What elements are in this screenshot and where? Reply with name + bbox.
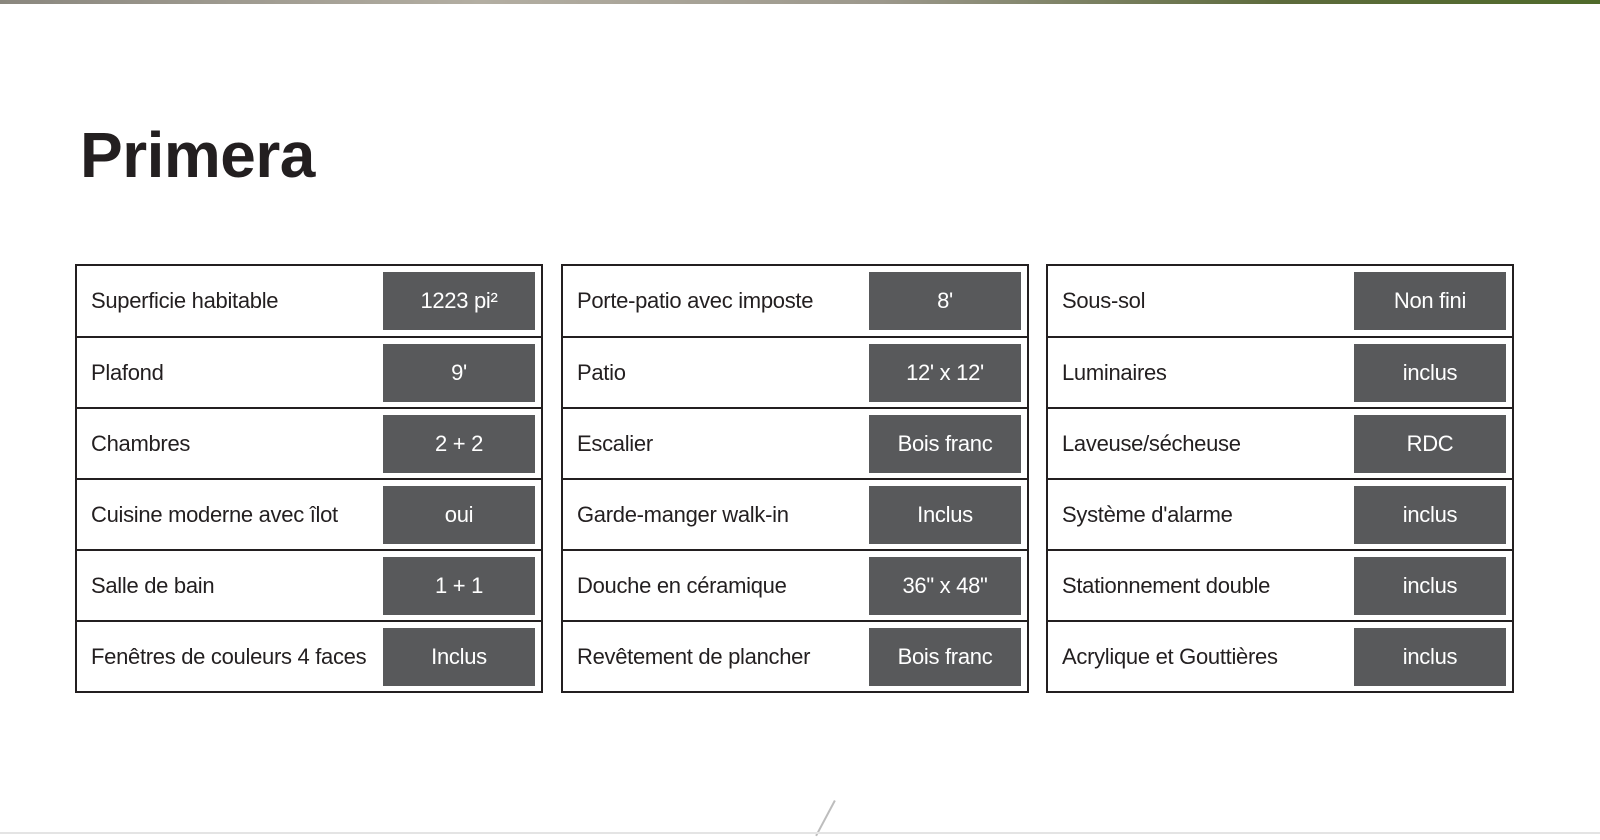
spec-row <box>77 620 541 691</box>
spec-row <box>563 266 1027 336</box>
spec-value: 8' <box>869 272 1021 330</box>
spec-label: Chambres <box>91 430 191 456</box>
spec-row <box>77 266 541 336</box>
spec-value: 1 + 1 <box>383 557 535 615</box>
spec-row <box>1048 478 1512 549</box>
spec-label: Patio <box>577 359 626 385</box>
spec-label: Escalier <box>577 430 653 456</box>
spec-value: inclus <box>1354 628 1506 686</box>
spec-row <box>1048 620 1512 691</box>
spec-row <box>1048 549 1512 620</box>
spec-label: Superficie habitable <box>91 288 279 313</box>
spec-row <box>1048 266 1512 336</box>
spec-table-2 <box>561 264 1029 693</box>
header-image-strip <box>0 0 1600 4</box>
spec-row <box>563 407 1027 478</box>
spec-row <box>1048 407 1512 478</box>
spec-table-3 <box>1046 264 1514 693</box>
spec-value: Inclus <box>383 628 535 686</box>
spec-value: 9' <box>383 344 535 402</box>
spec-label: Douche en céramique <box>577 572 787 598</box>
spec-label: Système d'alarme <box>1062 501 1233 527</box>
spec-row <box>77 478 541 549</box>
spec-row <box>563 549 1027 620</box>
spec-value: 12' x 12' <box>869 344 1021 402</box>
spec-value: 1223 pi² <box>383 272 535 330</box>
spec-table-1 <box>75 264 543 693</box>
spec-label: Salle de bain <box>91 572 215 598</box>
spec-value: inclus <box>1354 557 1506 615</box>
spec-value: Bois franc <box>869 628 1021 686</box>
spec-label: Luminaires <box>1062 359 1167 385</box>
spec-label: Fenêtres de couleurs 4 faces <box>91 643 367 669</box>
spec-value: oui <box>383 486 535 544</box>
spec-label: Cuisine moderne avec îlot <box>91 501 338 527</box>
spec-value: Inclus <box>869 486 1021 544</box>
footer-divider <box>0 832 1600 834</box>
spec-row <box>77 407 541 478</box>
spec-label: Porte-patio avec imposte <box>577 288 814 313</box>
spec-value: Bois franc <box>869 415 1021 473</box>
spec-label: Acrylique et Gouttières <box>1062 643 1278 669</box>
spec-row <box>563 478 1027 549</box>
spec-value: inclus <box>1354 486 1506 544</box>
spec-row <box>563 336 1027 407</box>
page-title: Primera <box>80 119 315 191</box>
decorative-slash <box>815 800 836 836</box>
spec-label: Revêtement de plancher <box>577 643 811 669</box>
spec-row <box>77 336 541 407</box>
spec-value: Non fini <box>1354 272 1506 330</box>
spec-row <box>563 620 1027 691</box>
spec-label: Sous-sol <box>1062 288 1146 313</box>
spec-row <box>1048 336 1512 407</box>
spec-row <box>77 549 541 620</box>
spec-value: 2 + 2 <box>383 415 535 473</box>
spec-label: Stationnement double <box>1062 572 1271 598</box>
spec-value: RDC <box>1354 415 1506 473</box>
spec-label: Laveuse/sécheuse <box>1062 430 1241 456</box>
spec-label: Plafond <box>91 359 164 385</box>
spec-label: Garde-manger walk-in <box>577 501 789 527</box>
spec-value: inclus <box>1354 344 1506 402</box>
spec-value: 36" x 48" <box>869 557 1021 615</box>
